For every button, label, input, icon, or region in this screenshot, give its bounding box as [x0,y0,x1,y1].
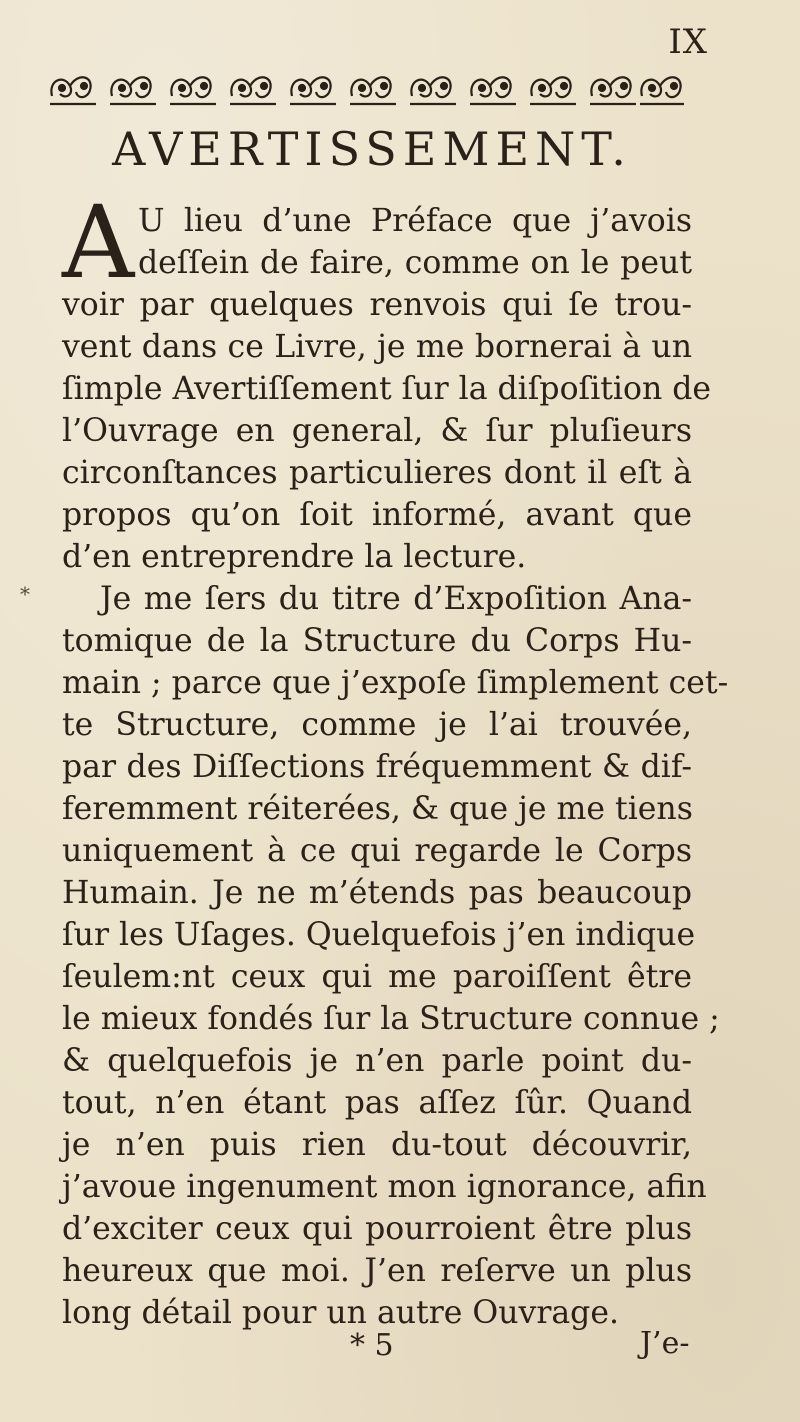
text-line: long détail pour un autre Ouvrage. [62,1295,619,1331]
text-line: l’Ouvrage en general, & ſur pluſieurs [62,413,692,449]
text-line: le mieux fondés ſur la Structure connue ; [62,1001,720,1037]
text-line: par des Diſſections fréquemment & dif- [62,749,692,785]
text-line: circonſtances particulieres dont il eſt à [62,455,692,491]
text-line: j’avoue ingenument mon ignorance, afin [62,1169,707,1205]
text-line: ſimple Avertiſſement ſur la diſpoſition de [62,371,712,407]
catchword: J’e- [640,1326,690,1361]
margin-mark: * [20,582,30,606]
text-line: Humain. Je ne m’étends pas beaucoup [62,875,692,911]
text-line: feremment réiterées, & que je me tiens [62,791,693,827]
drop-cap: A [62,184,135,301]
page-title: AVERTISSEMENT. [112,122,632,176]
text-line: tomique de la Structure du Corps Hu- [62,623,692,659]
page-number: IX [668,22,708,62]
text-line: main ; parce que j’expoſe ſimplement cet- [62,665,729,701]
text-line: d’exciter ceux qui pourroient être plus [62,1211,692,1247]
text-line: propos qu’on ſoit informé, avant que [62,497,692,533]
text-line: te Structure, comme je l’ai trouvée, [62,707,692,743]
signature-mark: * 5 [350,1328,394,1363]
text-line: vent dans ce Livre, je me bornerai à un [62,329,692,365]
text-line: deſſein de faire, comme on le peut [138,245,692,281]
text-line: tout, n’en étant pas aſſez ſûr. Quand [62,1085,692,1121]
text-line: je n’en puis rien du-tout découvrir, [62,1127,692,1163]
ornament-band [44,66,684,114]
text-line: d’en entreprendre la lecture. [62,539,527,575]
text-line: uniquement à ce qui regarde le Corps [62,833,692,869]
text-line: heureux que moi. J’en reſerve un plus [62,1253,692,1289]
text-line: ſur les Uſages. Quelquefois j’en indique [62,917,696,953]
text-line: ſeulem:nt ceux qui me paroiſſent être [62,959,692,995]
text-line: U lieu d’une Préface que j’avois [138,203,692,239]
text-line: Je me ſers du titre d’Expoſition Ana- [100,581,692,617]
text-line: & quelquefois je n’en parle point du- [62,1043,692,1079]
body-text [62,184,729,1334]
text-line: voir par quelques renvois qui ſe trou- [62,287,692,323]
